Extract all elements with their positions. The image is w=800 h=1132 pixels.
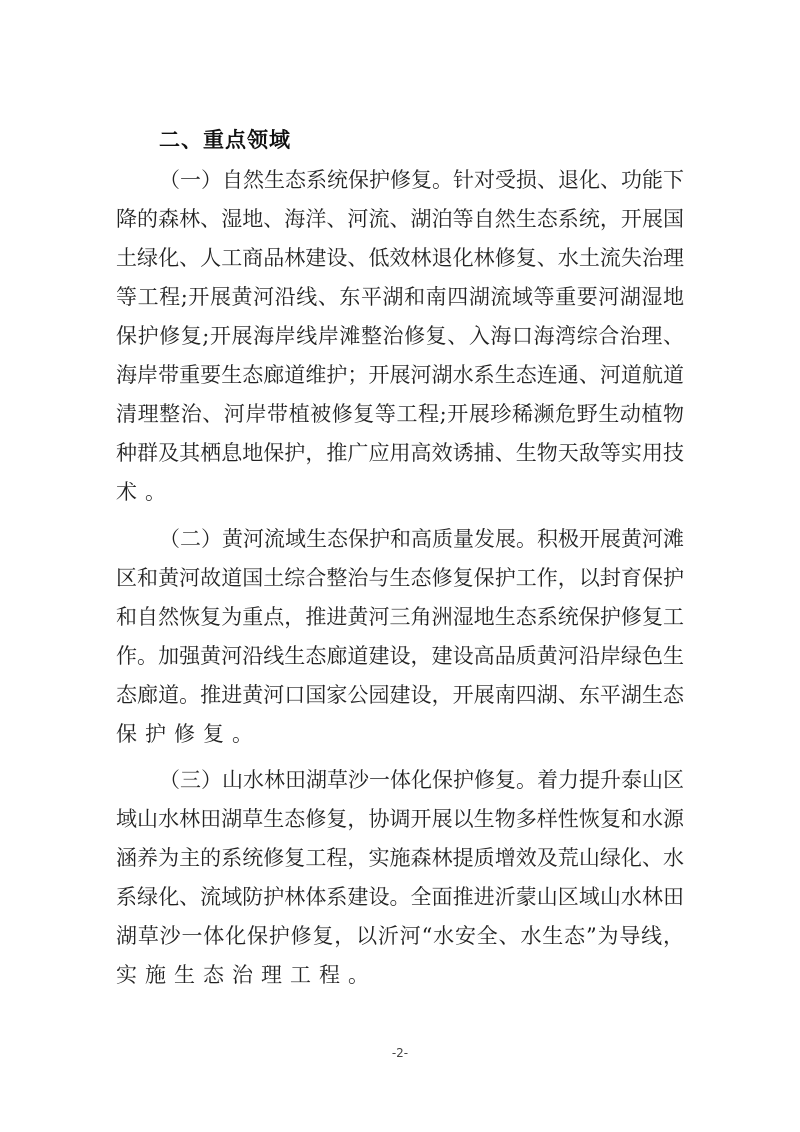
paragraph-3-line-2: 域山水林田湖草生态修复，协调开展以生物多样性恢复和水源 [116,807,684,831]
paragraph-3-line-1: （三）山水林田湖草沙一体化保护修复。着力提升泰山区 [159,768,684,792]
paragraph-1-line-5: 保护修复;开展海岸线岸滩整治修复、入海口海湾综合治理、 [116,324,684,348]
page-number: -2- [391,1046,409,1060]
paragraph-2-line-6: 保护修复。 [116,722,261,746]
paragraph-2-line-5: 态廊道。推进黄河口国家公园建设，开展南四湖、东平湖生态 [116,683,684,707]
paragraph-3-line-4: 系绿化、流域防护林体系建设。全面推进沂蒙山区域山水林田 [116,885,684,909]
paragraph-1-line-9: 术。 [116,480,174,504]
paragraph-2-line-3: 和自然恢复为重点，推进黄河三角洲湿地生态系统保护修复工 [116,605,684,629]
paragraph-1-line-6: 海岸带重要生态廊道维护；开展河湖水系生态连通、河道航道 [116,363,684,387]
paragraph-1-line-1: （一）自然生态系统保护修复。针对受损、退化、功能下 [159,168,684,192]
section-heading: 二、重点领域 [159,128,291,152]
paragraph-3-line-5: 湖草沙一体化保护修复，以沂河“水安全、水生态”为导线， [116,924,684,948]
paragraph-2-line-2: 区和黄河故道国土综合整治与生态修复保护工作，以封育保护 [116,566,684,590]
paragraph-3-line-6: 实施生态治理工程。 [116,963,377,987]
paragraph-1-line-4: 等工程;开展黄河沿线、东平湖和南四湖流域等重要河湖湿地 [116,285,684,309]
paragraph-1-line-3: 土绿化、人工商品林建设、低效林退化林修复、水土流失治理 [116,246,684,270]
paragraph-1-line-8: 种群及其栖息地保护，推广应用高效诱捕、生物天敌等实用技 [116,441,684,465]
paragraph-3-line-3: 涵养为主的系统修复工程，实施森林提质增效及荒山绿化、水 [116,846,684,870]
paragraph-1-line-7: 清理整治、河岸带植被修复等工程;开展珍稀濒危野生动植物 [116,402,684,426]
paragraph-2-line-1: （二）黄河流域生态保护和高质量发展。积极开展黄河滩 [159,527,684,551]
paragraph-2-line-4: 作。加强黄河沿线生态廊道建设，建设高品质黄河沿岸绿色生 [116,644,684,668]
paragraph-1-line-2: 降的森林、湿地、海洋、河流、湖泊等自然生态系统，开展国 [116,207,684,231]
